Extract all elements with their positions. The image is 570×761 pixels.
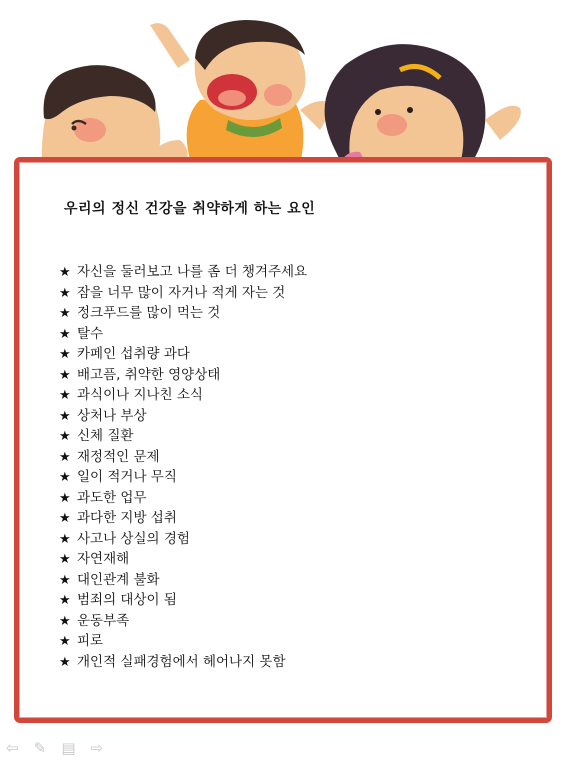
factor-list bbox=[59, 262, 307, 672]
list-item bbox=[59, 426, 307, 447]
pen-icon[interactable]: ✎ bbox=[33, 739, 47, 757]
list-item-text: 개인적 실패경험에서 헤어나지 못함 bbox=[77, 653, 286, 670]
star-icon: ★ bbox=[59, 572, 71, 588]
star-icon: ★ bbox=[59, 470, 71, 485]
star-icon: ★ bbox=[59, 429, 71, 444]
list-item-text: 피로 bbox=[77, 633, 104, 649]
list-item bbox=[59, 283, 307, 304]
star-icon: ★ bbox=[59, 265, 71, 280]
list-item-text: 배고픔, 취약한 영양상태 bbox=[77, 366, 221, 383]
list-item-text: 범죄의 대상이 됨 bbox=[77, 592, 177, 608]
star-icon: ★ bbox=[59, 593, 71, 608]
slide-nav bbox=[6, 738, 126, 756]
list-item bbox=[59, 406, 307, 427]
list-item bbox=[59, 652, 307, 673]
list-item-text: 일이 적거나 무직 bbox=[77, 469, 177, 485]
list-item bbox=[59, 549, 307, 570]
page-title: 우리의 정신 건강을 취약하게 하는 요인 bbox=[64, 201, 316, 217]
list-item bbox=[59, 365, 307, 386]
list-item-text: 과도한 업무 bbox=[77, 489, 147, 506]
star-icon: ★ bbox=[59, 531, 71, 547]
star-icon: ★ bbox=[59, 408, 71, 424]
list-item bbox=[59, 611, 307, 632]
star-icon: ★ bbox=[59, 367, 71, 383]
star-icon: ★ bbox=[59, 552, 71, 567]
list-item-text: 탈수 bbox=[77, 325, 104, 342]
list-item-text: 카페인 섭취량 과다 bbox=[77, 346, 190, 362]
star-icon: ★ bbox=[59, 490, 71, 506]
list-item bbox=[59, 570, 307, 591]
children-illustration bbox=[0, 0, 570, 175]
list-item bbox=[59, 447, 307, 468]
list-item-text: 과식이나 지나친 소식 bbox=[77, 387, 203, 403]
list-item-text: 자연재해 bbox=[77, 551, 130, 567]
star-icon: ★ bbox=[59, 654, 71, 670]
list-item bbox=[59, 529, 307, 550]
list-item bbox=[59, 508, 307, 529]
list-item bbox=[59, 324, 307, 345]
list-item-text: 상처나 부상 bbox=[77, 407, 147, 424]
list-item-text: 자신을 둘러보고 나를 좀 더 챙겨주세요 bbox=[77, 264, 308, 280]
right-girl-figure bbox=[325, 44, 521, 170]
star-icon: ★ bbox=[59, 449, 71, 465]
list-item-text: 사고나 상실의 경험 bbox=[77, 530, 190, 547]
list-item bbox=[59, 303, 307, 324]
content-board bbox=[14, 157, 552, 723]
star-icon: ★ bbox=[59, 285, 71, 301]
star-icon: ★ bbox=[59, 306, 71, 321]
list-item-text: 잠을 너무 많이 자거나 적게 자는 것 bbox=[77, 284, 286, 301]
list-item-text: 대인관계 불화 bbox=[77, 571, 160, 588]
forward-arrow-icon[interactable]: ⇨ bbox=[90, 739, 104, 757]
list-item-text: 신체 질환 bbox=[77, 428, 134, 444]
list-item-text: 정크푸드를 많이 먹는 것 bbox=[77, 305, 221, 321]
list-item bbox=[59, 590, 307, 611]
list-item bbox=[59, 385, 307, 406]
star-icon: ★ bbox=[59, 634, 71, 649]
list-item bbox=[59, 262, 307, 283]
list-item-text: 운동부족 bbox=[77, 612, 130, 629]
list-item bbox=[59, 344, 307, 365]
list-item bbox=[59, 631, 307, 652]
list-item bbox=[59, 488, 307, 509]
star-icon: ★ bbox=[59, 613, 71, 629]
back-arrow-icon[interactable]: ⇦ bbox=[6, 739, 19, 757]
star-icon: ★ bbox=[59, 326, 71, 342]
list-item bbox=[59, 467, 307, 488]
menu-icon[interactable]: ▤ bbox=[61, 739, 76, 757]
star-icon: ★ bbox=[59, 347, 71, 362]
list-item-text: 과다한 지방 섭취 bbox=[77, 510, 177, 526]
star-icon: ★ bbox=[59, 388, 71, 403]
star-icon: ★ bbox=[59, 511, 71, 526]
list-item-text: 재정적인 문제 bbox=[77, 448, 160, 465]
